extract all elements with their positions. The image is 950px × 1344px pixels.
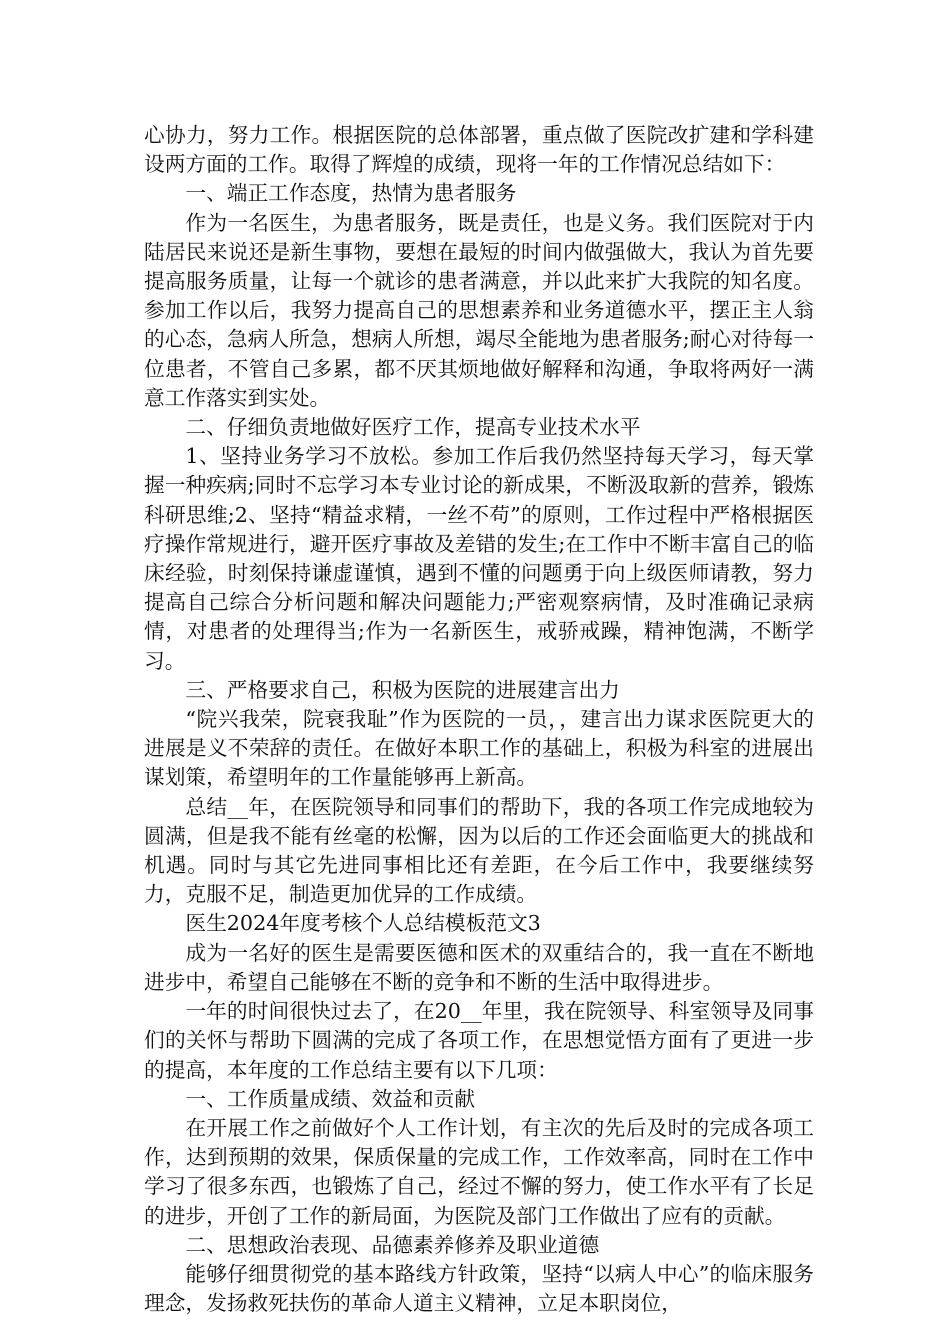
paragraph-summary: 总结__年，在医院领导和同事们的帮助下，我的各项工作完成地较为圆满，但是我不能有丝毫的松懈，因为以后的工作还会面临更大的挑战和机遇。同时与其它先进同事相比还有差距，在今后工作中，我要继续努力，克服不足，制造更加优异的工作成绩。 xyxy=(144,794,814,907)
template-title-3: 医生2024年度考核个人总结模板范文3 xyxy=(185,911,541,936)
section-heading-medical-work: 二、仔细负责地做好医疗工作，提高专业技术水平 xyxy=(185,415,641,440)
paragraph-hospital-pride: “院兴我荣，院衰我耻”作为医院的一员，，建言出力谋求医院更大的进展是义不荣辞的责任。在做好本职工作的基础上，积极为科室的进展出谋划策，希望明年的工作量能够再上新高。 xyxy=(144,707,814,790)
paragraph-continuation: 心协力，努力工作。根据医院的总体部署，重点做了医院改扩建和学科建设两方面的工作。取得了辉煌的成绩，现将一年的工作情况总结如下： xyxy=(144,123,814,177)
paragraph-year-review: 一年的时间很快过去了，在20__年里，我在院领导、科室领导及同事们的关怀与帮助下圆满的完成了各项工作，在思想觉悟方面有了更进一步的提高，本年度的工作总结主要有以下几项： xyxy=(144,999,814,1082)
paragraph-good-doctor: 成为一名好的医生是需要医德和医术的双重结合的，我一直在不断地进步中，希望自己能够在不断的竞争和不断的生活中取得进步。 xyxy=(144,940,814,994)
paragraph-work-plan: 在开展工作之前做好个人工作计划，有主次的先后及时的完成各项工作，达到预期的效果，保质保量的完成工作，工作效率高，同时在工作中学习了很多东西，也锻炼了自己，经过不懈的努力，使工作水平有了长足的进步，开创了工作的新局面，为医院及部门工作做出了应有的贡献。 xyxy=(144,1115,814,1228)
paragraph-service: 作为一名医生，为患者服务，既是责任，也是义务。我们医院对于内陆居民来说还是新生事物，要想在最短的时间内做强做大，我认为首先要提高服务质量，让每一个就诊的患者满意，并以此来扩大我院的知名度。参加工作以后，我努力提高自己的思想素养和业务道德水平，摆正主人翁的心态，急病人所急，想病人所想，竭尽全能地为患者服务;耐心对待每一位患者，不管自己多累，都不厌其烦地做好解释和沟通，争取将两好一满意工作落实到实处。 xyxy=(144,210,814,410)
document-body xyxy=(144,121,814,1318)
section-heading-ethics: 二、思想政治表现、品德素养修养及职业道德 xyxy=(185,1232,600,1257)
paragraph-policy: 能够仔细贯彻党的基本路线方针政策，坚持“以病人中心”的临床服务理念，发扬救死扶伤的革命人道主义精神，立足本职岗位， xyxy=(144,1261,814,1316)
section-heading-development: 三、严格要求自己，积极为医院的进展建言出力 xyxy=(185,677,620,702)
section-heading-attitude: 一、端正工作态度，热情为患者服务 xyxy=(185,181,517,206)
section-heading-quality: 一、工作质量成绩、效益和贡献 xyxy=(185,1086,476,1111)
paragraph-study: 1、坚持业务学习不放松。参加工作后我仍然坚持每天学习，每天掌握一种疾病;同时不忘学习本专业讨论的新成果，不断汲取新的营养，锻炼科研思维;2、坚持“精益求精，一丝不苟”的原则，工作过程中严格根据医疗操作常规进行，避开医疗事故及差错的发生;在工作中不断丰富自己的临床经验，时刻保持谦虚谨慎，遇到不懂的问题勇于向上级医师请教，努力提高自己综合分析问题和解决问题能力;严密观察病情，及时准确记录病情，对患者的处理得当;作为一名新医生，戒骄戒躁，精神饱满，不断学习。 xyxy=(144,444,814,673)
